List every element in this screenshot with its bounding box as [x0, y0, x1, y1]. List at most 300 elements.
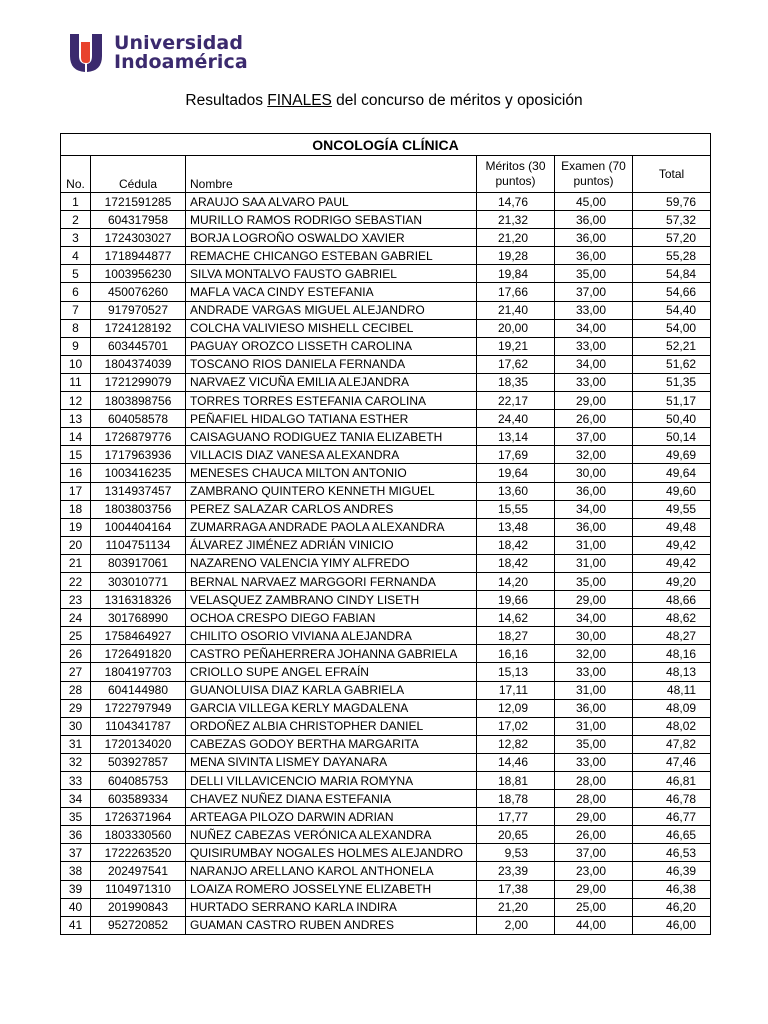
- row-examen: 33,00: [555, 373, 633, 391]
- row-total: 54,84: [633, 265, 711, 283]
- row-meritos: 12,82: [477, 735, 555, 753]
- table-row: [61, 211, 711, 229]
- row-examen: 33,00: [555, 753, 633, 771]
- row-cedula: 1721591285: [91, 193, 186, 211]
- row-cedula: 1314937457: [91, 482, 186, 500]
- row-nombre: NAZARENO VALENCIA YIMY ALFREDO: [186, 554, 477, 572]
- row-cedula: 1003416235: [91, 464, 186, 482]
- table-row: [61, 699, 711, 717]
- row-nombre: HURTADO SERRANO KARLA INDIRA: [186, 898, 477, 916]
- row-cedula: 1104971310: [91, 880, 186, 898]
- table-row: [61, 591, 711, 609]
- row-number: 37: [61, 844, 91, 862]
- row-meritos: 14,46: [477, 753, 555, 771]
- row-nombre: GUANOLUISA DIAZ KARLA GABRIELA: [186, 681, 477, 699]
- table-row: [61, 373, 711, 391]
- row-nombre: NARANJO ARELLANO KAROL ANTHONELA: [186, 862, 477, 880]
- row-number: 1: [61, 193, 91, 211]
- row-meritos: 19,64: [477, 464, 555, 482]
- table-row: [61, 572, 711, 590]
- table-row: [61, 265, 711, 283]
- row-meritos: 14,20: [477, 572, 555, 590]
- row-number: 3: [61, 229, 91, 247]
- row-nombre: DELLI VILLAVICENCIO MARIA ROMYNA: [186, 772, 477, 790]
- row-number: 12: [61, 392, 91, 410]
- table-row: [61, 735, 711, 753]
- row-number: 41: [61, 916, 91, 934]
- table-row: [61, 627, 711, 645]
- row-meritos: 14,76: [477, 193, 555, 211]
- row-number: 9: [61, 337, 91, 355]
- table-row: [61, 790, 711, 808]
- row-examen: 32,00: [555, 645, 633, 663]
- row-total: 55,28: [633, 247, 711, 265]
- row-number: 5: [61, 265, 91, 283]
- row-nombre: ZUMARRAGA ANDRADE PAOLA ALEXANDRA: [186, 518, 477, 536]
- row-nombre: CHAVEZ NUÑEZ DIANA ESTEFANIA: [186, 790, 477, 808]
- row-nombre: MURILLO RAMOS RODRIGO SEBASTIAN: [186, 211, 477, 229]
- row-meritos: 18,35: [477, 373, 555, 391]
- row-total: 46,39: [633, 862, 711, 880]
- row-cedula: 301768990: [91, 609, 186, 627]
- row-examen: 35,00: [555, 265, 633, 283]
- row-nombre: MENA SIVINTA LISMEY DAYANARA: [186, 753, 477, 771]
- row-examen: 36,00: [555, 518, 633, 536]
- row-examen: 37,00: [555, 844, 633, 862]
- row-number: 19: [61, 518, 91, 536]
- row-examen: 34,00: [555, 609, 633, 627]
- row-examen: 31,00: [555, 717, 633, 735]
- row-meritos: 16,16: [477, 645, 555, 663]
- university-logo-icon: [70, 34, 102, 72]
- table-row: [61, 518, 711, 536]
- row-number: 36: [61, 826, 91, 844]
- row-meritos: 21,40: [477, 301, 555, 319]
- row-examen: 31,00: [555, 554, 633, 572]
- row-nombre: CABEZAS GODOY BERTHA MARGARITA: [186, 735, 477, 753]
- row-total: 46,77: [633, 808, 711, 826]
- row-nombre: TOSCANO RIOS DANIELA FERNANDA: [186, 355, 477, 373]
- row-number: 24: [61, 609, 91, 627]
- row-number: 11: [61, 373, 91, 391]
- row-meritos: 12,09: [477, 699, 555, 717]
- row-nombre: CHILITO OSORIO VIVIANA ALEJANDRA: [186, 627, 477, 645]
- row-examen: 30,00: [555, 627, 633, 645]
- row-meritos: 2,00: [477, 916, 555, 934]
- col-header-examen: Examen (70 puntos): [555, 156, 633, 193]
- row-number: 20: [61, 536, 91, 554]
- row-total: 46,78: [633, 790, 711, 808]
- row-examen: 44,00: [555, 916, 633, 934]
- table-row: [61, 554, 711, 572]
- row-total: 50,40: [633, 410, 711, 428]
- row-meritos: 15,13: [477, 663, 555, 681]
- row-examen: 33,00: [555, 337, 633, 355]
- row-total: 57,32: [633, 211, 711, 229]
- row-nombre: CRIOLLO SUPE ANGEL EFRAÍN: [186, 663, 477, 681]
- col-header-meritos: Méritos (30 puntos): [477, 156, 555, 193]
- row-total: 49,69: [633, 446, 711, 464]
- row-total: 50,14: [633, 428, 711, 446]
- row-cedula: 450076260: [91, 283, 186, 301]
- row-examen: 29,00: [555, 392, 633, 410]
- table-row: [61, 337, 711, 355]
- row-number: 6: [61, 283, 91, 301]
- row-cedula: 1803803756: [91, 500, 186, 518]
- row-examen: 30,00: [555, 464, 633, 482]
- logo-line-2: Indoamérica: [114, 51, 248, 73]
- row-cedula: 201990843: [91, 898, 186, 916]
- row-meritos: 17,69: [477, 446, 555, 464]
- col-header-no: No.: [61, 156, 91, 193]
- table-row: [61, 446, 711, 464]
- table-row: [61, 645, 711, 663]
- row-number: 13: [61, 410, 91, 428]
- row-number: 17: [61, 482, 91, 500]
- row-cedula: 604058578: [91, 410, 186, 428]
- row-examen: 26,00: [555, 410, 633, 428]
- row-nombre: PEREZ SALAZAR CARLOS ANDRES: [186, 500, 477, 518]
- row-nombre: PAGUAY OROZCO LISSETH CAROLINA: [186, 337, 477, 355]
- row-nombre: CAISAGUANO RODIGUEZ TANIA ELIZABETH: [186, 428, 477, 446]
- row-total: 49,42: [633, 536, 711, 554]
- row-number: 39: [61, 880, 91, 898]
- row-number: 2: [61, 211, 91, 229]
- row-nombre: ANDRADE VARGAS MIGUEL ALEJANDRO: [186, 301, 477, 319]
- row-examen: 25,00: [555, 898, 633, 916]
- row-cedula: 503927857: [91, 753, 186, 771]
- row-examen: 37,00: [555, 428, 633, 446]
- row-number: 22: [61, 572, 91, 590]
- table-row: [61, 862, 711, 880]
- row-meritos: 17,02: [477, 717, 555, 735]
- row-number: 23: [61, 591, 91, 609]
- row-examen: 23,00: [555, 862, 633, 880]
- row-number: 8: [61, 319, 91, 337]
- row-meritos: 18,27: [477, 627, 555, 645]
- row-cedula: 1804197703: [91, 663, 186, 681]
- row-number: 14: [61, 428, 91, 446]
- row-total: 49,48: [633, 518, 711, 536]
- specialty-header: ONCOLOGÍA CLÍNICA: [61, 134, 711, 156]
- row-cedula: 1724303027: [91, 229, 186, 247]
- row-nombre: QUISIRUMBAY NOGALES HOLMES ALEJANDRO: [186, 844, 477, 862]
- row-meritos: 19,66: [477, 591, 555, 609]
- row-meritos: 23,39: [477, 862, 555, 880]
- row-total: 49,60: [633, 482, 711, 500]
- row-cedula: 1722263520: [91, 844, 186, 862]
- row-total: 48,11: [633, 681, 711, 699]
- row-nombre: CASTRO PEÑAHERRERA JOHANNA GABRIELA: [186, 645, 477, 663]
- row-total: 46,38: [633, 880, 711, 898]
- row-number: 28: [61, 681, 91, 699]
- row-cedula: 603589334: [91, 790, 186, 808]
- row-meritos: 20,00: [477, 319, 555, 337]
- table-row: [61, 898, 711, 916]
- row-cedula: 1724128192: [91, 319, 186, 337]
- row-nombre: SILVA MONTALVO FAUSTO GABRIEL: [186, 265, 477, 283]
- col-header-nombre: Nombre: [186, 156, 477, 193]
- row-examen: 31,00: [555, 536, 633, 554]
- row-examen: 36,00: [555, 229, 633, 247]
- table-row: [61, 392, 711, 410]
- row-number: 25: [61, 627, 91, 645]
- row-meritos: 17,11: [477, 681, 555, 699]
- table-row: [61, 229, 711, 247]
- row-total: 51,17: [633, 392, 711, 410]
- row-total: 48,13: [633, 663, 711, 681]
- table-row: [61, 916, 711, 934]
- row-examen: 45,00: [555, 193, 633, 211]
- row-nombre: GARCIA VILLEGA KERLY MAGDALENA: [186, 699, 477, 717]
- row-number: 10: [61, 355, 91, 373]
- row-meritos: 22,17: [477, 392, 555, 410]
- row-total: 54,00: [633, 319, 711, 337]
- row-meritos: 19,84: [477, 265, 555, 283]
- table-row: [61, 717, 711, 735]
- row-total: 51,35: [633, 373, 711, 391]
- row-examen: 36,00: [555, 247, 633, 265]
- row-meritos: 18,78: [477, 790, 555, 808]
- row-total: 46,00: [633, 916, 711, 934]
- row-total: 48,16: [633, 645, 711, 663]
- row-examen: 33,00: [555, 663, 633, 681]
- row-cedula: 1003956230: [91, 265, 186, 283]
- row-cedula: 303010771: [91, 572, 186, 590]
- table-row: [61, 355, 711, 373]
- row-cedula: 603445701: [91, 337, 186, 355]
- row-cedula: 202497541: [91, 862, 186, 880]
- row-cedula: 1720134020: [91, 735, 186, 753]
- row-nombre: BERNAL NARVAEZ MARGGORI FERNANDA: [186, 572, 477, 590]
- row-total: 47,82: [633, 735, 711, 753]
- table-row: [61, 193, 711, 211]
- row-number: 26: [61, 645, 91, 663]
- results-table: [60, 133, 711, 935]
- row-number: 21: [61, 554, 91, 572]
- table-row: [61, 753, 711, 771]
- row-nombre: VILLACIS DIAZ VANESA ALEXANDRA: [186, 446, 477, 464]
- row-examen: 29,00: [555, 808, 633, 826]
- row-meritos: 19,21: [477, 337, 555, 355]
- row-total: 48,62: [633, 609, 711, 627]
- row-number: 40: [61, 898, 91, 916]
- row-cedula: 1726371964: [91, 808, 186, 826]
- table-row: [61, 772, 711, 790]
- row-examen: 28,00: [555, 772, 633, 790]
- row-cedula: 1104751134: [91, 536, 186, 554]
- row-meritos: 19,28: [477, 247, 555, 265]
- row-total: 49,20: [633, 572, 711, 590]
- row-nombre: COLCHA VALIVIESO MISHELL CECIBEL: [186, 319, 477, 337]
- table-row: [61, 283, 711, 301]
- col-header-total: Total: [633, 156, 711, 193]
- logo-line-1: Universidad: [114, 32, 244, 54]
- row-examen: 29,00: [555, 591, 633, 609]
- row-nombre: ZAMBRANO QUINTERO KENNETH MIGUEL: [186, 482, 477, 500]
- row-number: 38: [61, 862, 91, 880]
- row-nombre: PEÑAFIEL HIDALGO TATIANA ESTHER: [186, 410, 477, 428]
- row-meritos: 18,81: [477, 772, 555, 790]
- row-meritos: 21,32: [477, 211, 555, 229]
- row-meritos: 21,20: [477, 229, 555, 247]
- row-examen: 32,00: [555, 446, 633, 464]
- row-nombre: TORRES TORRES ESTEFANIA CAROLINA: [186, 392, 477, 410]
- title-emphasis: FINALES: [267, 92, 332, 109]
- row-total: 46,20: [633, 898, 711, 916]
- row-nombre: NARVAEZ VICUÑA EMILIA ALEJANDRA: [186, 373, 477, 391]
- table-row: [61, 681, 711, 699]
- row-cedula: 604144980: [91, 681, 186, 699]
- row-meritos: 13,14: [477, 428, 555, 446]
- row-examen: 36,00: [555, 482, 633, 500]
- university-logo: [70, 34, 248, 72]
- row-total: 47,46: [633, 753, 711, 771]
- row-nombre: ARAUJO SAA ALVARO PAUL: [186, 193, 477, 211]
- row-total: 48,02: [633, 717, 711, 735]
- row-examen: 33,00: [555, 301, 633, 319]
- row-total: 54,40: [633, 301, 711, 319]
- row-total: 48,09: [633, 699, 711, 717]
- row-total: 52,21: [633, 337, 711, 355]
- row-number: 18: [61, 500, 91, 518]
- row-cedula: 1804374039: [91, 355, 186, 373]
- row-nombre: MENESES CHAUCA MILTON ANTONIO: [186, 464, 477, 482]
- table-row: [61, 464, 711, 482]
- row-meritos: 17,62: [477, 355, 555, 373]
- row-cedula: 604317958: [91, 211, 186, 229]
- row-examen: 34,00: [555, 319, 633, 337]
- row-examen: 29,00: [555, 880, 633, 898]
- row-cedula: 917970527: [91, 301, 186, 319]
- row-cedula: 1004404164: [91, 518, 186, 536]
- row-meritos: 17,38: [477, 880, 555, 898]
- row-number: 34: [61, 790, 91, 808]
- table-row: [61, 482, 711, 500]
- row-cedula: 1726879776: [91, 428, 186, 446]
- table-row: [61, 609, 711, 627]
- row-meritos: 13,60: [477, 482, 555, 500]
- row-number: 30: [61, 717, 91, 735]
- row-cedula: 1316318326: [91, 591, 186, 609]
- row-meritos: 17,66: [477, 283, 555, 301]
- row-total: 49,42: [633, 554, 711, 572]
- row-examen: 35,00: [555, 735, 633, 753]
- row-number: 31: [61, 735, 91, 753]
- row-total: 49,55: [633, 500, 711, 518]
- table-row: [61, 247, 711, 265]
- row-examen: 34,00: [555, 355, 633, 373]
- row-nombre: ÁLVAREZ JIMÉNEZ ADRIÁN VINICIO: [186, 536, 477, 554]
- results-body: [61, 193, 711, 935]
- row-cedula: 1803898756: [91, 392, 186, 410]
- table-row: [61, 826, 711, 844]
- row-examen: 37,00: [555, 283, 633, 301]
- table-row: [61, 844, 711, 862]
- table-row: [61, 500, 711, 518]
- row-number: 33: [61, 772, 91, 790]
- row-cedula: 952720852: [91, 916, 186, 934]
- row-total: 49,64: [633, 464, 711, 482]
- row-cedula: 604085753: [91, 772, 186, 790]
- table-row: [61, 410, 711, 428]
- row-examen: 28,00: [555, 790, 633, 808]
- row-nombre: NUÑEZ CABEZAS VERÓNICA ALEXANDRA: [186, 826, 477, 844]
- row-total: 51,62: [633, 355, 711, 373]
- row-meritos: 13,48: [477, 518, 555, 536]
- row-nombre: ORDOÑEZ ALBIA CHRISTOPHER DANIEL: [186, 717, 477, 735]
- table-row: [61, 301, 711, 319]
- row-number: 27: [61, 663, 91, 681]
- row-meritos: 14,62: [477, 609, 555, 627]
- row-number: 29: [61, 699, 91, 717]
- row-meritos: 20,65: [477, 826, 555, 844]
- row-cedula: 1726491820: [91, 645, 186, 663]
- row-number: 4: [61, 247, 91, 265]
- row-nombre: VELASQUEZ ZAMBRANO CINDY LISETH: [186, 591, 477, 609]
- row-number: 16: [61, 464, 91, 482]
- row-meritos: 21,20: [477, 898, 555, 916]
- row-examen: 26,00: [555, 826, 633, 844]
- row-total: 57,20: [633, 229, 711, 247]
- row-number: 35: [61, 808, 91, 826]
- row-meritos: 24,40: [477, 410, 555, 428]
- row-examen: 34,00: [555, 500, 633, 518]
- row-examen: 36,00: [555, 211, 633, 229]
- row-total: 48,27: [633, 627, 711, 645]
- row-meritos: 9,53: [477, 844, 555, 862]
- row-total: 46,53: [633, 844, 711, 862]
- row-nombre: REMACHE CHICANGO ESTEBAN GABRIEL: [186, 247, 477, 265]
- row-number: 32: [61, 753, 91, 771]
- table-row: [61, 880, 711, 898]
- row-nombre: LOAIZA ROMERO JOSSELYNE ELIZABETH: [186, 880, 477, 898]
- row-nombre: MAFLA VACA CINDY ESTEFANIA: [186, 283, 477, 301]
- row-meritos: 17,77: [477, 808, 555, 826]
- row-cedula: 1722797949: [91, 699, 186, 717]
- row-nombre: OCHOA CRESPO DIEGO FABIAN: [186, 609, 477, 627]
- row-examen: 36,00: [555, 699, 633, 717]
- table-row: [61, 319, 711, 337]
- row-nombre: BORJA LOGROÑO OSWALDO XAVIER: [186, 229, 477, 247]
- row-cedula: 1104341787: [91, 717, 186, 735]
- table-row: [61, 536, 711, 554]
- table-row: [61, 428, 711, 446]
- row-meritos: 18,42: [477, 536, 555, 554]
- row-meritos: 18,42: [477, 554, 555, 572]
- row-cedula: 1718944877: [91, 247, 186, 265]
- row-number: 15: [61, 446, 91, 464]
- row-examen: 35,00: [555, 572, 633, 590]
- row-meritos: 15,55: [477, 500, 555, 518]
- table-row: [61, 808, 711, 826]
- row-cedula: 1803330560: [91, 826, 186, 844]
- row-nombre: ARTEAGA PILOZO DARWIN ADRIAN: [186, 808, 477, 826]
- row-nombre: GUAMAN CASTRO RUBEN ANDRES: [186, 916, 477, 934]
- col-header-cedula: Cédula: [91, 156, 186, 193]
- row-cedula: 803917061: [91, 554, 186, 572]
- row-total: 59,76: [633, 193, 711, 211]
- row-total: 46,65: [633, 826, 711, 844]
- row-total: 54,66: [633, 283, 711, 301]
- row-number: 7: [61, 301, 91, 319]
- table-row: [61, 663, 711, 681]
- page-title: Resultados FINALES del concurso de méritos y oposición: [185, 92, 583, 109]
- row-cedula: 1721299079: [91, 373, 186, 391]
- row-total: 46,81: [633, 772, 711, 790]
- row-cedula: 1758464927: [91, 627, 186, 645]
- row-total: 48,66: [633, 591, 711, 609]
